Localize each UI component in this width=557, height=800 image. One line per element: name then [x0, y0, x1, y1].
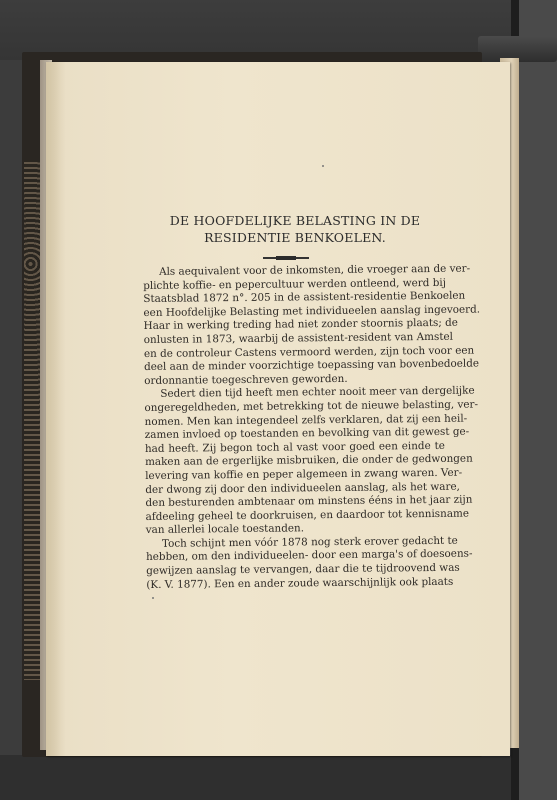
text-line: levering van koffie en peper algemeen in zwang waren. Ver-	[145, 466, 463, 482]
background-top	[0, 0, 557, 60]
text-line: ordonnantie toegeschreven geworden.	[144, 372, 348, 387]
text-line: zamen invloed op toestanden en bevolking van dit gewest ge-	[144, 425, 470, 442]
text-line: Sedert dien tijd heeft men echter nooit meer van dergelijke	[160, 384, 475, 401]
page-gutter-shadow	[46, 62, 66, 756]
heading-divider-ornament	[276, 256, 296, 260]
text-line: onlusten in 1873, waarbij de assistent-resident van Amstel	[143, 330, 454, 346]
background-bottom	[0, 755, 557, 800]
text-line: van allerlei locale toestanden.	[145, 522, 305, 537]
text-line: den besturenden ambtenaar om minstens ééns in het jaar zijn	[145, 493, 473, 510]
text-line: Als aequivalent voor de inkomsten, die vroeger aan de ver-	[158, 262, 471, 278]
text-line: een Hoofdelijke Belasting met individueelen aanslag ingevoerd.	[143, 303, 481, 319]
paragraph-1	[143, 262, 481, 388]
heading-line-1: DE HOOFDELIJKE BELASTING IN DE	[169, 213, 421, 228]
text-line: deel aan de minder voorzichtige toepassing van bovenbedoelde	[143, 357, 480, 374]
text-line: afdeeling geheel te doorkruisen, en daardoor tot kennisname	[145, 507, 470, 523]
text-line: Toch schijnt men vóór 1878 nog sterk erover gedacht te	[161, 534, 458, 550]
text-line: hebben, om den individueelen- door een marga's of doesoens-	[145, 548, 473, 564]
body-text	[143, 262, 481, 592]
paragraph-2	[144, 384, 479, 538]
paragraph-3	[145, 534, 473, 593]
text-line: (K. V. 1877). Een en ander zoude waarschijnlijk ook plaats	[146, 575, 454, 591]
text-line: had heeft. Zij begon toch al vast voor goed een einde te	[144, 439, 445, 455]
text-line: der dwong zij door den individueelen aanslag, als het ware,	[145, 480, 460, 496]
text-line: maken aan de ergerlijke misbruiken, die onder de gedwongen	[144, 452, 473, 469]
background-right	[519, 0, 557, 800]
text-line: gewijzen aanslag te vervangen, daar die te tijdroovend was	[146, 561, 460, 578]
paper-speck	[322, 165, 324, 167]
text-line: Staatsblad 1872 n°. 205 in de assistent-residentie Benkoelen	[143, 289, 466, 306]
heading-line-2: RESIDENTIE BENKOELEN.	[204, 230, 386, 245]
chapter-heading	[140, 212, 450, 246]
paper-speck	[152, 597, 154, 599]
text-line: Haar in werking treding had niet zonder stoornis plaats; de	[143, 317, 459, 333]
text-line: plichte koffie- en pepercultuur werden ontleend, werd bij	[143, 276, 446, 292]
text-line: ongeregeldheden, met betrekking tot de nieuwe belasting, ver-	[144, 398, 479, 414]
text-line: en de controleur Castens vermoord werden, zijn toch voor een	[143, 344, 475, 360]
text-line: nomen. Men kan integendeel zelfs verklaren, dat zij een heil-	[144, 412, 468, 428]
